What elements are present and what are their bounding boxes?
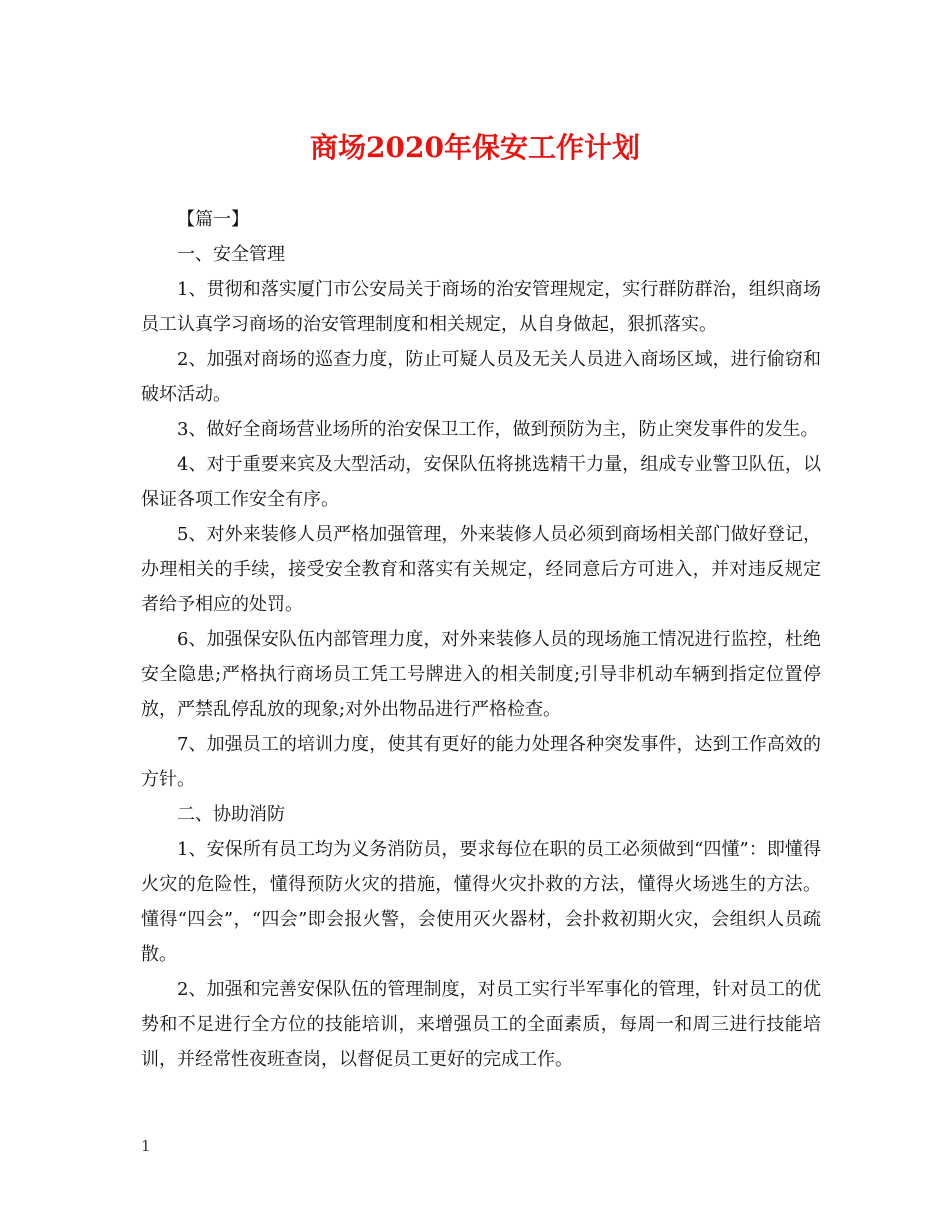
document-title: 商场2020年保安工作计划 <box>310 131 640 164</box>
section-heading-safety: 一、安全管理 <box>177 244 285 265</box>
paragraph: 3、做好全商场营业场所的治安保卫工作，做到预防为主，防止突发事件的发生。 <box>177 419 819 440</box>
paragraph: 1、安保所有员工均为义务消防员，要求每位在职的员工必须做到“四懂”：即懂得火灾的危险性，懂得预防火灾的措施，懂得火灾扑救的方法，懂得火场逃生的方法。懂得“四会”，“四会”即会报火警，会使用灭火器材，会扑救初期火灾，会组织人员疏散。 <box>141 839 821 965</box>
document-body <box>141 202 821 1077</box>
paragraph: 5、对外来装修人员严格加强管理，外来装修人员必须到商场相关部门做好登记，办理相关的手续，接受安全教育和落实有关规定，经同意后方可进入，并对违反规定者给予相应的处罚。 <box>141 524 821 615</box>
paragraph: 7、加强员工的培训力度，使其有更好的能力处理各种突发事件，达到工作高效的方针。 <box>141 734 821 790</box>
paragraph: 2、加强对商场的巡查力度，防止可疑人员及无关人员进入商场区域，进行偷窃和破坏活动。 <box>141 349 821 405</box>
section-tag: 【篇一】 <box>177 209 249 230</box>
paragraph: 1、贯彻和落实厦门市公安局关于商场的治安管理规定，实行群防群治，组织商场员工认真学习商场的治安管理制度和相关规定，从自身做起，狠抓落实。 <box>141 279 821 335</box>
paragraph: 4、对于重要来宾及大型活动，安保队伍将挑选精干力量，组成专业警卫队伍，以保证各项工作安全有序。 <box>141 454 821 510</box>
paragraph: 6、加强保安队伍内部管理力度，对外来装修人员的现场施工情况进行监控，杜绝安全隐患;严格执行商场员工凭工号牌进入的相关制度;引导非机动车辆到指定位置停放，严禁乱停乱放的现象;对外出物品进行严格检查。 <box>141 629 821 720</box>
paragraph: 2、加强和完善安保队伍的管理制度，对员工实行半军事化的管理，针对员工的优势和不足进行全方位的技能培训，来增强员工的全面素质，每周一和周三进行技能培训，并经常性夜班查岗，以督促员工更好的完成工作。 <box>141 979 821 1070</box>
page-number: 1 <box>141 1137 151 1155</box>
section-heading-fire: 二、协助消防 <box>177 804 285 825</box>
